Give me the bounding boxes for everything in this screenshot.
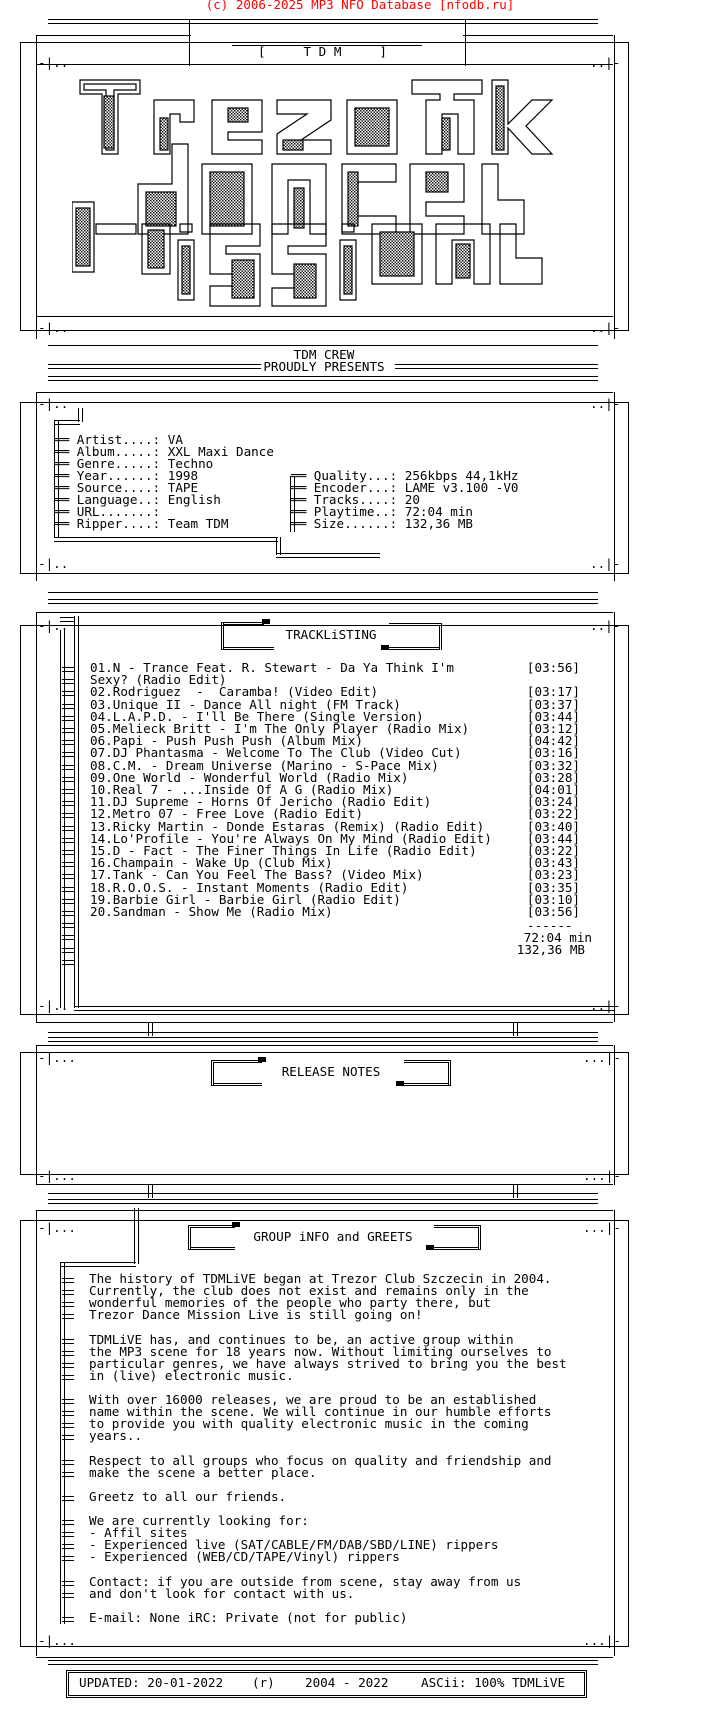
group-tag: [ T D M ] — [258, 44, 387, 59]
track-duration: [03:44] — [526, 708, 580, 724]
group-info-line: Contact: if you are outside from scene, stay away from us — [89, 1573, 522, 1589]
track-title: 01.N - Trance Feat. R. Stewart - Da Ya Think I'm — [90, 660, 454, 675]
track-title: 17.Tank - Can You Feel The Bass? (Video Mix) — [90, 867, 424, 883]
group-info-line: the MP3 scene for 18 years now. Without limiting ourselves to — [89, 1343, 552, 1359]
tree-tick — [62, 1411, 74, 1416]
track-duration: [03:12] — [526, 721, 580, 736]
tree-tick — [62, 752, 74, 757]
corner-tr: ..|- — [590, 396, 621, 411]
group-info-line: Currently, the club does not exist and remains only in the — [89, 1283, 529, 1299]
corner-bl: -|.. — [38, 320, 69, 335]
corner-br: ..|- — [590, 556, 621, 571]
tree-tick — [62, 1375, 74, 1380]
tree-tick — [62, 1617, 74, 1622]
tree-tick — [62, 1339, 74, 1344]
tree-tick — [62, 667, 74, 672]
track-duration: [03:35] — [526, 879, 580, 895]
tree-tick — [62, 911, 74, 916]
tree-tick — [62, 960, 74, 965]
tdm-logo — [72, 74, 592, 334]
footer-r: (r) — [252, 1675, 275, 1690]
track-duration: [03:32] — [526, 757, 580, 773]
group-info-line: particular genres, we have always strived to bring you the best — [89, 1355, 567, 1371]
tracklist-title: TRACKLiSTING — [285, 627, 377, 642]
tree-tick — [62, 1496, 74, 1501]
track-duration: [03:22] — [526, 843, 580, 858]
track-title: 15.D - Fact - The Finer Things In Life (Radio Edit) — [90, 843, 477, 858]
track-duration: [04:01] — [526, 782, 580, 797]
info-artist: ══ Artist....: VA — [54, 432, 183, 447]
group-info-title: GROUP iNFO and GREETS — [253, 1229, 413, 1244]
group-info-line: TDMLiVE has, and continues to be, an active group within — [89, 1331, 514, 1347]
tree-tick — [62, 1520, 74, 1525]
track-duration: [03:43] — [526, 855, 580, 871]
tree-tick — [62, 765, 74, 770]
track-duration: [03:10] — [526, 891, 580, 907]
group-info-line: - Affil sites — [89, 1525, 188, 1541]
info-playtime: ══ Playtime..: 72:04 min — [291, 504, 473, 519]
track-duration: [03:23] — [526, 867, 580, 883]
corner-tl: -|.. — [38, 618, 69, 633]
track-title: 12.Metro 07 - Free Love (Radio Edit) — [90, 806, 363, 822]
corner-br: ...|- — [583, 1168, 621, 1183]
track-duration: [03:56] — [526, 660, 580, 675]
tree-tick — [62, 935, 74, 940]
tree-tick — [62, 801, 74, 806]
info-tracks: ══ Tracks....: 20 — [291, 492, 420, 507]
group-info-line: - Experienced (WEB/CD/TAPE/Vinyl) rippers — [89, 1549, 400, 1565]
track-title: 07.DJ Phantasma - Welcome To The Club (Video Cut) — [90, 745, 462, 761]
tree-tick — [62, 716, 74, 721]
corner-tl: -|.. — [38, 396, 69, 411]
info-quality: ══ Quality...: 256kbps 44,1kHz — [291, 468, 519, 483]
info-right — [291, 470, 518, 530]
footer-updated: UPDATED: 20-01-2022 — [79, 1675, 224, 1690]
tree-tick — [62, 1460, 74, 1465]
corner-tr: ..|- — [590, 618, 621, 633]
tree-tick — [62, 740, 74, 745]
tree-tick — [62, 1399, 74, 1404]
tree-tick — [62, 887, 74, 892]
info-url: ══ URL.......: — [54, 504, 161, 519]
tree-tick — [62, 1472, 74, 1477]
info-year: ══ Year......: 1998 — [54, 468, 199, 483]
info-size: ══ Size......: 132,36 MB — [291, 516, 473, 531]
tree-tick — [62, 728, 74, 733]
corner-tr: ..|- — [590, 55, 621, 70]
group-info-line: E-mail: None iRC: Private (not for public) — [89, 1609, 408, 1625]
tree-tick — [62, 1532, 74, 1537]
tree-tick — [62, 1544, 74, 1549]
tree-tick — [62, 1593, 74, 1598]
tracklist-separator: ------ — [527, 918, 573, 933]
tree-tick — [62, 838, 74, 843]
tree-tick — [62, 813, 74, 818]
presents-crew: TDM CREW — [293, 347, 355, 362]
track-row — [90, 906, 580, 918]
logo-word-mission — [72, 202, 542, 306]
track-duration: [03:22] — [526, 806, 580, 822]
info-language: ══ Language..: English — [54, 492, 221, 507]
track-title: 06.Papi - Push Push Push (Album Mix) — [90, 733, 363, 749]
corner-br: ..|- — [590, 998, 621, 1013]
track-title: 13.Ricky Martin - Donde Estaras (Remix) (Radio Edit) — [90, 818, 485, 834]
track-title: 19.Barbie Girl - Barbie Girl (Radio Edit) — [90, 891, 401, 907]
tree-tick — [62, 1423, 74, 1428]
track-duration: [03:24] — [526, 794, 580, 810]
tree-tick — [62, 862, 74, 867]
corner-br: ..|- — [590, 320, 621, 335]
group-info-line: Trezor Dance Mission Live is still going on! — [89, 1307, 423, 1323]
track-duration: [03:37] — [526, 696, 580, 712]
footer-bar — [66, 1670, 587, 1698]
info-source: ══ Source....: TAPE — [54, 480, 199, 495]
tree-tick — [62, 826, 74, 831]
presents-line: PROUDLY PRESENTS — [263, 359, 385, 374]
track-title: 18.R.O.O.S. - Instant Moments (Radio Edit) — [90, 879, 409, 895]
tree-tick — [62, 948, 74, 953]
group-info-line: Respect to all groups who focus on quality and friendship and — [89, 1452, 552, 1468]
credit-line: (c) 2006-2025 MP3 NFO Database [nfodb.ru] — [205, 0, 515, 12]
corner-bl: -|... — [38, 1633, 76, 1648]
track-title: 11.DJ Supreme - Horns Of Jericho (Radio Edit) — [90, 794, 432, 810]
corner-tr: ...|- — [583, 1220, 621, 1235]
track-duration: [03:17] — [526, 684, 580, 700]
track-title: 04.L.A.P.D. - I'll Be There (Single Version) — [90, 708, 424, 724]
corner-tl: -|... — [38, 1050, 76, 1065]
group-info-line: Greetz to all our friends. — [89, 1488, 287, 1504]
tree-tick — [62, 704, 74, 709]
track-duration: [03:40] — [526, 818, 580, 834]
group-info-line: name within the scene. We will continue in our humble efforts — [89, 1404, 552, 1420]
tree-tick — [62, 1581, 74, 1586]
tree-tick — [62, 1351, 74, 1356]
tree-tick — [62, 850, 74, 855]
track-title: 08.C.M. - Dream Universe (Marino - S-Pace Mix) — [90, 757, 439, 773]
tree-tick — [62, 1435, 74, 1440]
group-info-line: and don't look for contact with us. — [89, 1585, 355, 1601]
tree-tick — [62, 899, 74, 904]
group-info-line: - Experienced live (SAT/CABLE/FM/DAB/SBD/LINE) rippers — [89, 1537, 499, 1553]
info-album: ══ Album.....: XXL Maxi Dance — [54, 444, 274, 459]
footer-years: 2004 - 2022 — [305, 1675, 389, 1690]
corner-tl: -|... — [38, 1220, 76, 1235]
group-info-line: wonderful memories of the people who party there, but — [89, 1295, 491, 1311]
track-duration: [03:44] — [526, 830, 580, 846]
track-title: 20.Sandman - Show Me (Radio Mix) — [90, 904, 333, 919]
corner-tl: -|.. — [38, 55, 69, 70]
track-title: 10.Real 7 - ...Inside Of A G (Radio Mix) — [90, 782, 394, 797]
track-title: 14.Lo'Profile - You're Always On My Mind (Radio Edit) — [90, 830, 492, 846]
group-info-line: With over 16000 releases, we are proud to be an established — [89, 1392, 537, 1407]
track-duration: [03:28] — [526, 769, 580, 785]
corner-br: ...|- — [583, 1633, 621, 1648]
tree-tick — [62, 679, 74, 684]
group-info-line: years.. — [89, 1428, 143, 1444]
tree-tick — [62, 691, 74, 696]
group-info-line: to provide you with quality electronic music in the coming — [89, 1416, 529, 1432]
track-duration: [03:56] — [526, 904, 580, 919]
tree-tick — [62, 1363, 74, 1368]
release-notes-title: RELEASE NOTES — [281, 1064, 381, 1079]
tracklist-total-time: 72:04 min — [523, 930, 592, 945]
corner-tr: ...|- — [583, 1050, 621, 1065]
track-title: 16.Champain - Wake Up (Club Mix) — [90, 855, 333, 871]
tree-tick — [62, 874, 74, 879]
tree-tick — [62, 923, 74, 928]
tree-tick — [62, 1314, 74, 1319]
info-encoder: ══ Encoder...: LAME v3.100 -V0 — [291, 480, 519, 495]
tree-tick — [62, 789, 74, 794]
tree-tick — [62, 1290, 74, 1295]
track-title: 09.One World - Wonderful World (Radio Mix) — [90, 769, 409, 785]
info-ripper: ══ Ripper....: Team TDM — [54, 516, 229, 531]
tree-tick — [62, 1302, 74, 1307]
track-title: 02.Rodriguez - Caramba! (Video Edit) — [90, 684, 379, 700]
tree-tick — [62, 777, 74, 782]
track-title: 03.Unique II - Dance All night (FM Track) — [90, 696, 401, 712]
track-title: Sexy? (Radio Edit) — [90, 672, 227, 688]
track-duration: [04:42] — [526, 733, 580, 749]
tracklist-total-size: 132,36 MB — [516, 942, 585, 957]
info-genre: ══ Genre.....: Techno — [54, 456, 214, 471]
info-left — [54, 434, 274, 530]
logo-word-dance — [138, 144, 524, 234]
group-info-line: make the scene a better place. — [89, 1464, 317, 1480]
group-info-line: in (live) electronic music. — [89, 1367, 294, 1383]
group-info-line: The history of TDMLiVE began at Trezor Club Szczecin in 2004. — [89, 1271, 552, 1286]
footer-ascii: ASCii: 100% TDMLiVE — [421, 1675, 566, 1690]
tree-tick — [62, 1556, 74, 1561]
track-title: 05.Melieck Britt - I'm The Only Player (Radio Mix) — [90, 721, 470, 736]
tree-tick — [62, 1278, 74, 1283]
group-info-line: We are currently looking for: — [89, 1513, 309, 1528]
corner-bl: -|.. — [38, 998, 69, 1013]
corner-bl: -|.. — [38, 556, 69, 571]
corner-bl: -|... — [38, 1168, 76, 1183]
logo-word-trezor — [80, 80, 552, 154]
track-duration: [03:16] — [526, 745, 580, 761]
